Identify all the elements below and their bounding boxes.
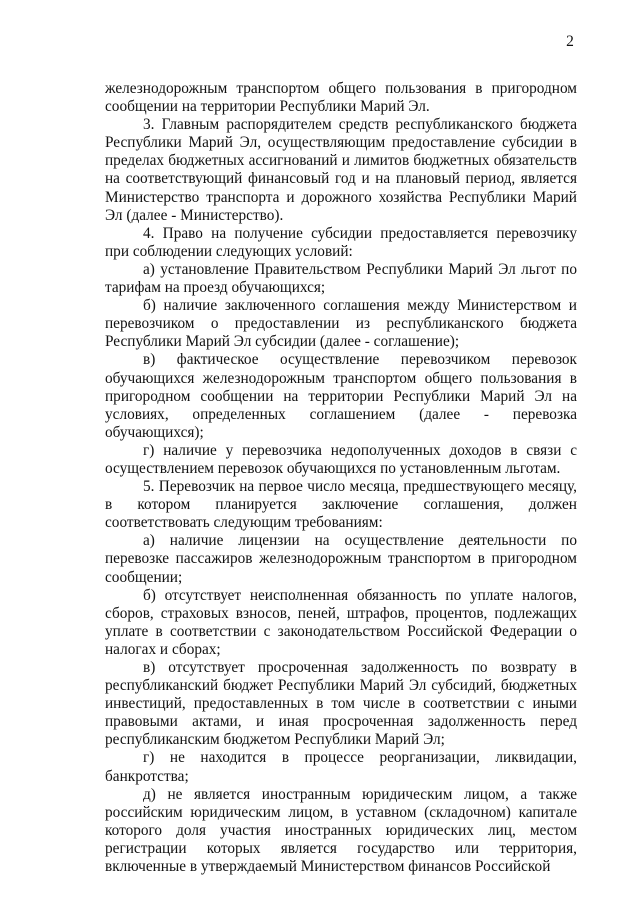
paragraph-item-5b: б) отсутствует неисполненная обязанность по уплате налогов, сборов, страховых взносов, пеней, штрафов, процентов, подлежащих уплате в соответствии с законодательством Российской Федерации о налогах и сборах; — [105, 586, 577, 658]
paragraph-item-5d: д) не является иностранным юридическим лицом, а также российским юридическим лицом, в уставном (складочном) капитале которого доля участия иностранных юридических лиц, местом регистрации которых является государство или территория, включенные в утверждаемый Министерством финансов Российской — [105, 785, 577, 876]
paragraph-item-4a: а) установление Правительством Республики Марий Эл льгот по тарифам на проезд обучающихся; — [105, 260, 577, 297]
document-body — [105, 80, 577, 876]
paragraph-item-5g: г) не находится в процессе реорганизации, ликвидации, банкротства; — [105, 749, 577, 785]
paragraph-item-4v: в) фактическое осуществление перевозчиком перевозок обучающихся железнодорожным транспортом общего пользования в пригородном сообщении на территории Республики Марий Эл на условиях, определенных соглашением (далее - перевозка обучающихся); — [105, 351, 577, 441]
paragraph-item-5a: а) наличие лицензии на осуществление деятельности по перевозке пассажиров железнодорожным транспортом в пригородном сообщении; — [105, 532, 577, 586]
paragraph-item-4b: б) наличие заключенного соглашения между Министерством и перевозчиком о предоставлении из республиканского бюджета Республики Марий Эл субсидии (далее - соглашение); — [105, 297, 577, 351]
paragraph-item-5: 5. Перевозчик на первое число месяца, предшествующего месяцу, в котором планируется заключение соглашения, должен соответствовать следующим требованиям: — [105, 478, 577, 532]
paragraph-item-5v: в) отсутствует просроченная задолженность по возврату в республиканский бюджет Республики Марий Эл субсидий, бюджетных инвестиций, предоставленных в том числе в соответствии с иными правовыми актами, и иная просроченная задолженность перед республиканским бюджетом Республики Марий Эл; — [105, 659, 577, 749]
paragraph-continuation: железнодорожным транспортом общего пользования в пригородном сообщении на территории Республики Марий Эл. — [105, 80, 577, 116]
paragraph-item-4g: г) наличие у перевозчика недополученных доходов в связи с осуществлением перевозок обучающихся по установленным льготам. — [105, 441, 577, 477]
page-number: 2 — [566, 33, 574, 50]
paragraph-item-3: 3. Главным распорядителем средств республиканского бюджета Республики Марий Эл, осуществляющим предоставление субсидии в пределах бюджетных ассигнований и лимитов бюджетных обязательств на соответствующий финансовый год и на плановый период, является Министерство транспорта и дорожного хозяйства Республики Марий Эл (далее - Министерство). — [105, 116, 577, 224]
paragraph-item-4: 4. Право на получение субсидии предоставляется перевозчику при соблюдении следующих условий: — [105, 224, 577, 260]
